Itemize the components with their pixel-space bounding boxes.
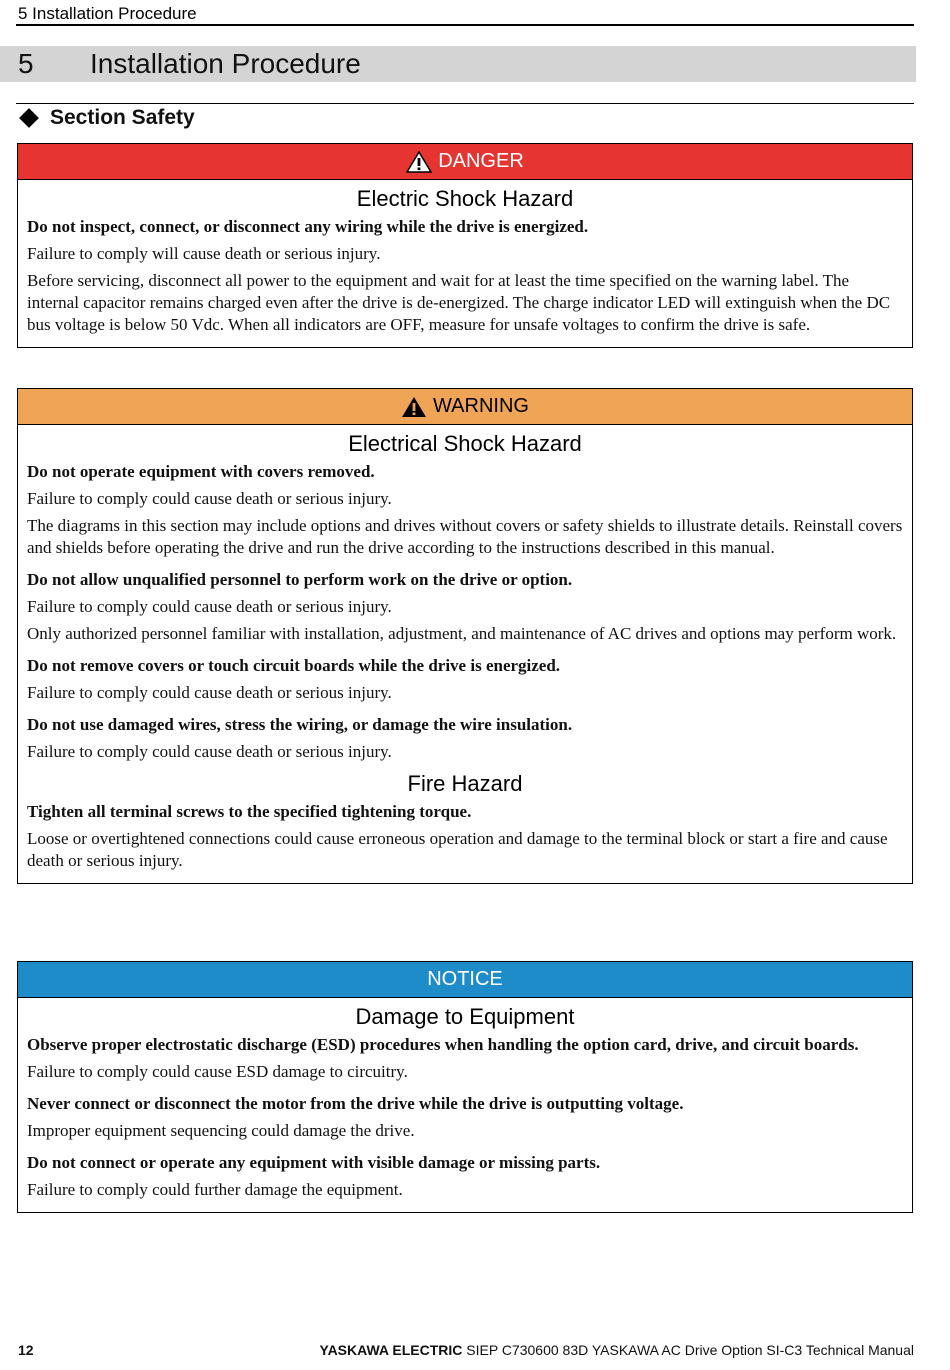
chapter-heading: [0, 46, 916, 82]
notice-header: [18, 962, 912, 998]
warning-instruction: Tighten all terminal screws to the specified tightening torque.: [27, 802, 472, 821]
danger-instruction: Do not inspect, connect, or disconnect any wiring while the drive is energized.: [27, 217, 589, 236]
warning-consequence: Failure to comply could cause death or serious injury.: [27, 597, 392, 616]
section-title: Section Safety: [50, 106, 195, 129]
warning-instruction: Do not remove covers or touch circuit boards while the drive is energized.: [27, 656, 561, 675]
warning-instruction: Do not use damaged wires, stress the wiring, or damage the wire insulation.: [27, 715, 573, 734]
fire-hazard-title: Fire Hazard: [407, 771, 523, 796]
section-rule: [16, 103, 914, 104]
warning-detail: Loose or overtightened connections could cause erroneous operation and damage to the terminal block or start a fire and cause death or serious injury.: [27, 829, 888, 870]
header-rule: [16, 24, 914, 26]
notice-instruction: Observe proper electrostatic discharge (ESD) procedures when handling the option card, drive, and circuit boards.: [27, 1035, 859, 1054]
notice-consequence: Failure to comply could cause ESD damage to circuitry.: [27, 1062, 408, 1081]
page-number: 12: [18, 1342, 34, 1358]
warning-body: [18, 425, 912, 883]
diamond-bullet-icon: [19, 108, 39, 128]
warning-consequence: Failure to comply could cause death or serious injury.: [27, 742, 392, 761]
warning-header: [18, 389, 912, 425]
notice-body: [18, 998, 912, 1212]
footer-doc-title: SIEP C730600 83D YASKAWA AC Drive Option SI-C3 Technical Manual: [466, 1342, 914, 1358]
warning-box: [17, 388, 913, 884]
danger-box: [17, 143, 913, 348]
chapter-title: Installation Procedure: [90, 48, 361, 79]
notice-consequence: Improper equipment sequencing could damage the drive.: [27, 1121, 415, 1140]
danger-label: DANGER: [438, 150, 524, 172]
notice-hazard-title: Damage to Equipment: [355, 1004, 575, 1029]
notice-label: NOTICE: [427, 968, 503, 990]
footer-reference: [320, 1342, 914, 1358]
notice-consequence: Failure to comply could further damage the equipment.: [27, 1180, 403, 1199]
danger-hazard-title: Electric Shock Hazard: [356, 186, 574, 211]
warning-detail: Only authorized personnel familiar with installation, adjustment, and maintenance of AC drives and options may perform work.: [27, 624, 897, 643]
warning-consequence: Failure to comply could cause death or serious injury.: [27, 683, 392, 702]
warning-detail: The diagrams in this section may include options and drives without covers or safety shields to illustrate details. Reinstall covers and shields before operating the drive and run the drive according to the instructions described in this manual.: [27, 516, 903, 557]
warning-triangle-icon: [401, 396, 427, 418]
warning-instruction: Do not allow unqualified personnel to perform work on the drive or option.: [27, 570, 573, 589]
notice-instruction: Never connect or disconnect the motor from the drive while the drive is outputting voltage.: [27, 1094, 684, 1113]
danger-detail: Before servicing, disconnect all power to the equipment and wait for at least the time specified on the warning label. The internal capacitor remains charged even after the drive is de-energized. The charge indicator LED will extinguish when the DC bus voltage is below 50 Vdc. When all indicators are OFF, measure for unsafe voltages to confirm the drive is safe.: [27, 271, 891, 334]
warning-instruction: Do not operate equipment with covers removed.: [27, 462, 375, 481]
notice-instruction: Do not connect or operate any equipment with visible damage or missing parts.: [27, 1153, 601, 1172]
running-header: 5 Installation Procedure: [18, 4, 197, 23]
danger-body: [18, 180, 912, 347]
warning-hazard-title: Electrical Shock Hazard: [348, 431, 582, 456]
section-heading: [22, 106, 195, 130]
warning-consequence: Failure to comply could cause death or serious injury.: [27, 489, 392, 508]
chapter-number: 5: [18, 48, 34, 79]
warning-label: WARNING: [433, 395, 529, 417]
danger-consequence: Failure to comply will cause death or serious injury.: [27, 244, 381, 263]
danger-header: [18, 144, 912, 180]
warning-triangle-icon: [406, 151, 432, 173]
footer-brand: YASKAWA ELECTRIC: [319, 1342, 463, 1358]
notice-box: [17, 961, 913, 1213]
